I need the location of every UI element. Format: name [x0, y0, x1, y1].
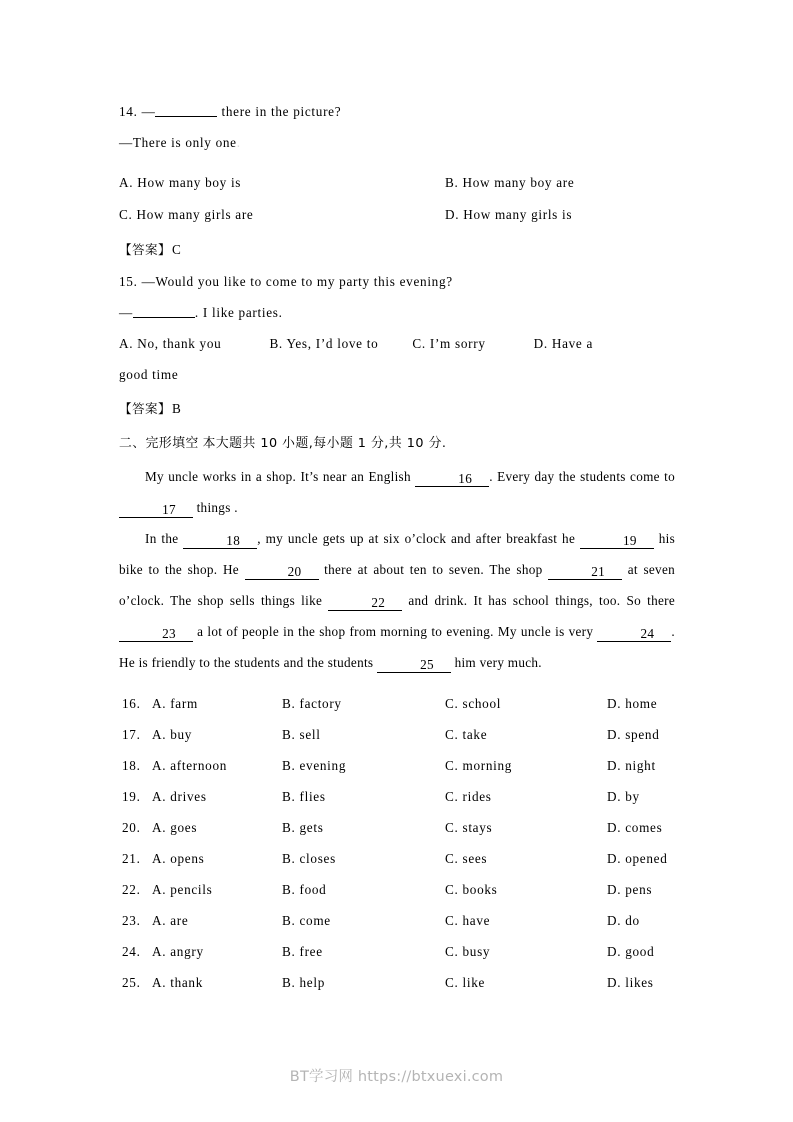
cloze-option-b-18[interactable]: B. evening: [282, 758, 347, 773]
cloze-option-d-20[interactable]: D. comes: [607, 820, 663, 835]
cloze-option-c-17[interactable]: C. take: [445, 727, 488, 742]
cloze-option-c-23[interactable]: C. have: [445, 913, 491, 928]
cloze-blank-25: 25: [377, 657, 451, 673]
cloze-option-c-16[interactable]: C. school: [445, 696, 502, 711]
section-heading-title: 二、完形填空: [119, 436, 199, 451]
cloze-blank-19: 19: [580, 533, 654, 549]
cloze-option-a-22[interactable]: A. pencils: [152, 882, 213, 897]
question-14-reply-period: .: [236, 135, 241, 150]
cloze-blank-23: 23: [119, 626, 193, 642]
cloze-item-number-20: 20.: [122, 820, 141, 835]
option-text: How many boy are: [462, 175, 575, 190]
cloze-option-row-25: [119, 967, 675, 998]
cloze-option-row-18: [119, 750, 675, 781]
cloze-option-row-16: [119, 688, 675, 719]
option-key: D.: [445, 207, 460, 222]
cloze-option-c-21[interactable]: C. sees: [445, 851, 488, 866]
cloze-option-d-18[interactable]: D. night: [607, 758, 656, 773]
cloze-blank-16: 16: [415, 471, 489, 487]
cloze-option-a-24[interactable]: A. angry: [152, 944, 204, 959]
cloze-option-row-20: [119, 812, 675, 843]
cloze-option-d-17[interactable]: D. spend: [607, 727, 660, 742]
option-key: B.: [445, 175, 459, 190]
cloze-option-a-17[interactable]: A. buy: [152, 727, 193, 742]
question-14-blank: [155, 104, 217, 117]
question-15-options: [119, 328, 675, 359]
cloze-option-d-23[interactable]: D. do: [607, 913, 640, 928]
cloze-option-c-18[interactable]: C. morning: [445, 758, 513, 773]
question-14-option-a[interactable]: [119, 167, 445, 199]
question-14-options-row-2: [119, 199, 675, 231]
question-14-option-d[interactable]: [445, 199, 771, 231]
watermark: BT学习网 https://btxuexi.com: [289, 1069, 504, 1085]
question-14-reply-text: —There is only one: [119, 135, 237, 150]
cloze-item-number-17: 17.: [122, 727, 141, 742]
answer-label: 【答案】: [119, 242, 171, 257]
option-key: B.: [269, 336, 283, 351]
document-body: [119, 96, 675, 998]
question-15-blank: [133, 305, 195, 318]
option-text: How many girls is: [463, 207, 573, 222]
answer-label: 【答案】: [119, 401, 171, 416]
cloze-option-b-17[interactable]: B. sell: [282, 727, 321, 742]
question-15-stem: [119, 266, 675, 297]
question-15-option-b[interactable]: [269, 336, 382, 351]
question-14-stem: [119, 96, 675, 127]
question-14-number: 14.: [119, 104, 138, 119]
cloze-option-a-25[interactable]: A. thank: [152, 975, 204, 990]
option-key: A.: [119, 175, 134, 190]
option-text: How many boy is: [137, 175, 242, 190]
question-15-dash: —: [119, 305, 133, 320]
cloze-option-b-19[interactable]: B. flies: [282, 789, 326, 804]
cloze-option-b-20[interactable]: B. gets: [282, 820, 324, 835]
question-14-option-b[interactable]: [445, 167, 771, 199]
question-14-stem-text: there in the picture?: [221, 104, 342, 119]
option-text: Have a: [551, 336, 594, 351]
question-15-option-a[interactable]: [119, 336, 225, 351]
cloze-item-number-24: 24.: [122, 944, 141, 959]
option-key: C.: [119, 207, 133, 222]
cloze-option-d-19[interactable]: D. by: [607, 789, 640, 804]
cloze-item-number-25: 25.: [122, 975, 141, 990]
question-14-answer: [119, 235, 675, 266]
question-15-stem-text: —Would you like to come to my party this evening?: [141, 274, 453, 289]
cloze-option-row-24: [119, 936, 675, 967]
cloze-option-c-25[interactable]: C. like: [445, 975, 486, 990]
cloze-paragraph-1: My uncle works in a shop. It’s near an English 16 . Every day the students come to 17 things .: [119, 461, 675, 523]
cloze-option-a-20[interactable]: A. goes: [152, 820, 198, 835]
cloze-blank-17: 17: [119, 502, 193, 518]
cloze-blank-22: 22: [328, 595, 402, 611]
option-key: A.: [119, 336, 134, 351]
cloze-option-row-21: [119, 843, 675, 874]
cloze-item-number-21: 21.: [122, 851, 141, 866]
cloze-option-d-22[interactable]: D. pens: [607, 882, 653, 897]
question-15-option-d[interactable]: [534, 336, 593, 351]
cloze-option-a-21[interactable]: A. opens: [152, 851, 205, 866]
cloze-option-c-19[interactable]: C. rides: [445, 789, 492, 804]
cloze-option-b-21[interactable]: B. closes: [282, 851, 336, 866]
cloze-option-c-20[interactable]: C. stays: [445, 820, 493, 835]
cloze-option-a-16[interactable]: A. farm: [152, 696, 198, 711]
cloze-option-row-19: [119, 781, 675, 812]
option-text: No, thank you: [137, 336, 222, 351]
question-15-reply: [119, 297, 675, 328]
cloze-option-d-21[interactable]: D. opened: [607, 851, 668, 866]
question-15-option-c[interactable]: [412, 336, 489, 351]
cloze-option-d-16[interactable]: D. home: [607, 696, 658, 711]
cloze-option-a-23[interactable]: A. are: [152, 913, 189, 928]
cloze-option-a-19[interactable]: A. drives: [152, 789, 207, 804]
cloze-options-list: [119, 688, 675, 998]
cloze-item-number-18: 18.: [122, 758, 141, 773]
section-heading: [119, 427, 675, 459]
option-key: D.: [533, 336, 548, 351]
question-14-dash: —: [141, 104, 156, 119]
cloze-option-a-18[interactable]: A. afternoon: [152, 758, 228, 773]
cloze-item-number-16: 16.: [122, 696, 141, 711]
cloze-option-d-24[interactable]: D. good: [607, 944, 655, 959]
question-15-options-wrap: good time: [119, 367, 179, 382]
option-text: Yes, I’d love to: [286, 336, 379, 351]
cloze-option-c-22[interactable]: C. books: [445, 882, 498, 897]
option-key: C.: [412, 336, 426, 351]
question-14-reply: [119, 127, 675, 158]
cloze-option-c-24[interactable]: C. busy: [445, 944, 491, 959]
cloze-passage: [119, 461, 675, 678]
option-text: I’m sorry: [429, 336, 486, 351]
cloze-option-row-17: [119, 719, 675, 750]
cloze-option-b-22[interactable]: B. food: [282, 882, 327, 897]
question-15-reply-text: . I like parties.: [194, 305, 283, 320]
cloze-option-b-25[interactable]: B. help: [282, 975, 325, 990]
question-14-option-c[interactable]: [119, 199, 445, 231]
cloze-item-number-23: 23.: [122, 913, 141, 928]
cloze-paragraph-2: In the 18 , my uncle gets up at six o’clock and after breakfast he 19 his bike to the shop. He 20 there at about ten to seven. The shop 21 at seven o’clock. The shop sells things like 22 and drink. It has school things, too. So there 23 a lot of people in the shop from morning to evening. My uncle is very 24 . He is friendly to the students and the students 25 him very much.: [119, 531, 676, 672]
cloze-option-b-23[interactable]: B. come: [282, 913, 331, 928]
cloze-option-row-23: [119, 905, 675, 936]
question-15-number: 15.: [119, 274, 138, 289]
section-heading-detail: 本大题共 10 小题,每小题 1 分,共 10 分.: [202, 436, 447, 451]
answer-value: B: [171, 401, 182, 416]
cloze-blank-21: 21: [548, 564, 622, 580]
cloze-option-b-16[interactable]: B. factory: [282, 696, 342, 711]
question-15-answer: [119, 394, 675, 425]
option-text: How many girls are: [136, 207, 254, 222]
question-14-options-row-1: [119, 167, 675, 199]
cloze-item-number-22: 22.: [122, 882, 141, 897]
cloze-blank-18: 18: [183, 533, 257, 549]
cloze-option-row-22: [119, 874, 675, 905]
cloze-option-d-25[interactable]: D. likes: [607, 975, 654, 990]
answer-value: C: [171, 242, 182, 257]
cloze-blank-24: 24: [597, 626, 671, 642]
cloze-item-number-19: 19.: [122, 789, 141, 804]
cloze-blank-20: 20: [245, 564, 319, 580]
cloze-option-b-24[interactable]: B. free: [282, 944, 323, 959]
